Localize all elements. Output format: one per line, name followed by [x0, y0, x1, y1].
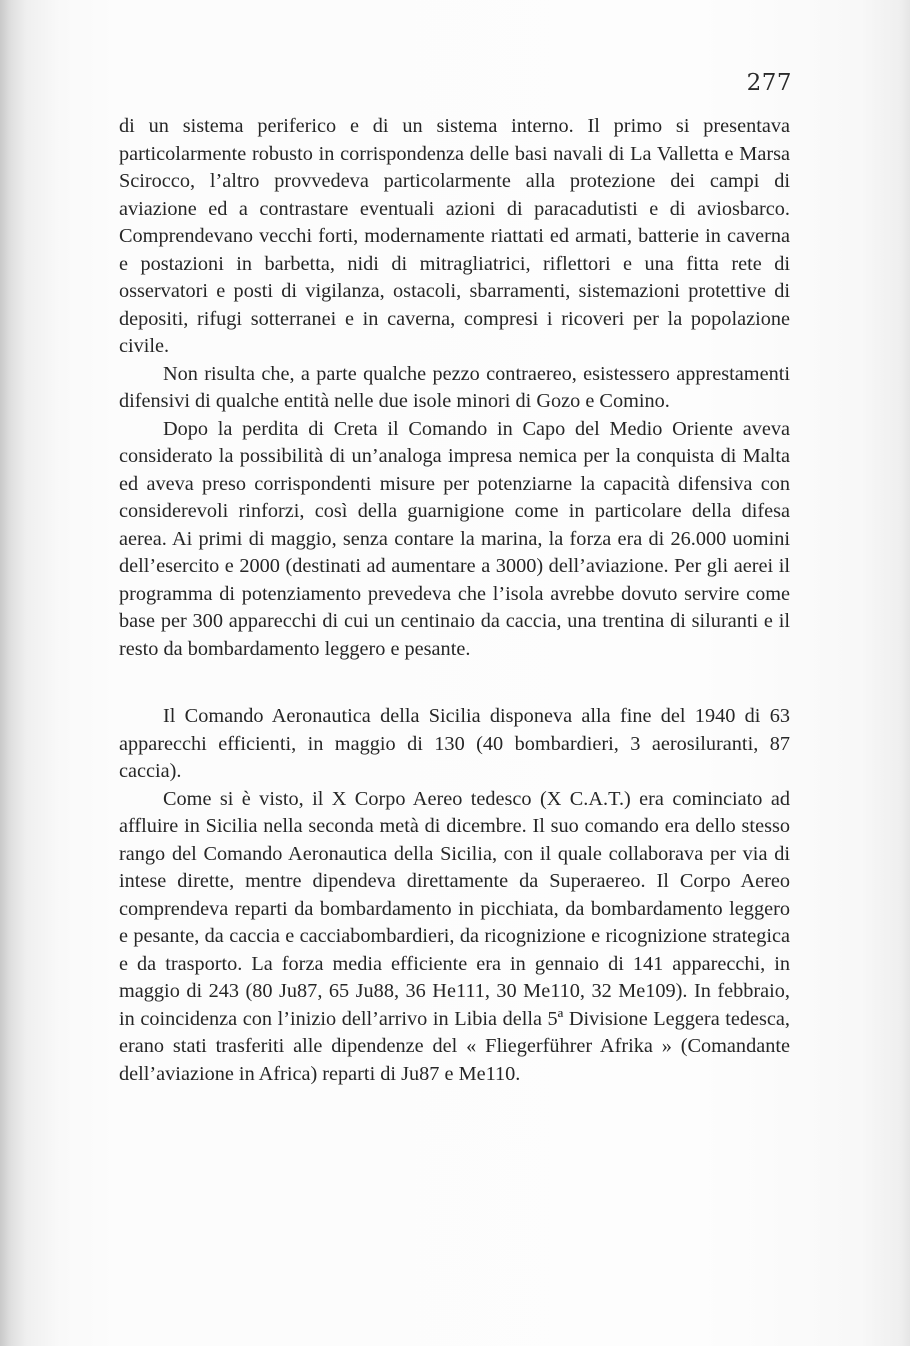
paragraph-defense-systems: di un sistema periferico e di un sistema interno. Il primo si presentava particolarmente robusto in corrispondenza delle basi navali di La Valletta e Marsa Scirocco, l’altro provvedeva particolarmente alla protezione dei campi di aviazione ed a contrastare eventuali azioni di paracadutisti e di aviosbarco. Comprendevano vecchi forti, modernamente riattati ed armati, batterie in caverna e postazioni in barbetta, nidi di mitragliatrici, riflettori e una fitta rete di osservatori e posti di vigilanza, ostacoli, sbarramenti, sistemazioni protettive di depositi, rifugi sotterranei e in caverna, compresi i ricoveri per la popolazione civile.: [119, 115, 790, 357]
paragraph-gozo-comino: Non risulta che, a parte qualche pezzo contraereo, esistessero apprestamenti difensivi di qualche entità nelle due isole minori di Gozo e Comino.: [119, 362, 790, 412]
page-number: 277: [746, 70, 792, 96]
paragraph-sicily-aeronautica: Il Comando Aeronautica della Sicilia disponeva alla fine del 1940 di 63 apparecchi efficienti, in maggio di 130 (40 bombardieri, 3 aerosiluranti, 87 caccia).: [119, 705, 790, 782]
body-text: [119, 113, 790, 1088]
section-break: [119, 663, 790, 703]
paragraph-x-cat: Come si è visto, il X Corpo Aereo tedesco (X C.A.T.) era cominciato ad affluire in Sicilia nella seconda metà di dicembre. Il suo comando era dello stesso rango del Comando Aeronautica della Sicilia, con il quale collaborava per via di intese dirette, mentre dipendeva direttamente da Superaereo. Il Corpo Aereo comprendeva reparti da bombardamento in picchiata, da bombardamento leggero e pesante, da caccia e cacciabombardieri, da ricognizione e ricognizione strategica e da trasporto. La forza media efficiente era in gennaio di 141 apparecchi, in maggio di 243 (80 Ju87, 65 Ju88, 36 He111, 30 Me110, 32 Me109). In febbraio, in coincidenza con l’inizio dell’arrivo in Libia della 5ª Divisione Leggera tedesca, erano stati trasferiti alle dipendenze del « Fliegerführer Afrika » (Comandante dell’aviazione in Africa) reparti di Ju87 e Me110.: [119, 787, 790, 1085]
paragraph-malta-reinforcements: Dopo la perdita di Creta il Comando in Capo del Medio Oriente aveva considerato la possibilità di un’analoga impresa nemica per la conquista di Malta ed aveva preso corrispondenti misure per potenziarne la capacità difensiva con considerevoli rinforzi, così della guarnigione come in particolare della difesa aerea. Ai primi di maggio, senza contare la marina, la forza era di 26.000 uomini dell’esercito e 2000 (destinati ad aumentare a 3000) dell’aviazione. Per gli aerei il programma di potenziamento prevedeva che l’isola avrebbe dovuto servire come base per 300 apparecchi di cui un centinaio da caccia, una trentina di siluranti e il resto da bombardamento leggero e pesante.: [119, 417, 790, 660]
